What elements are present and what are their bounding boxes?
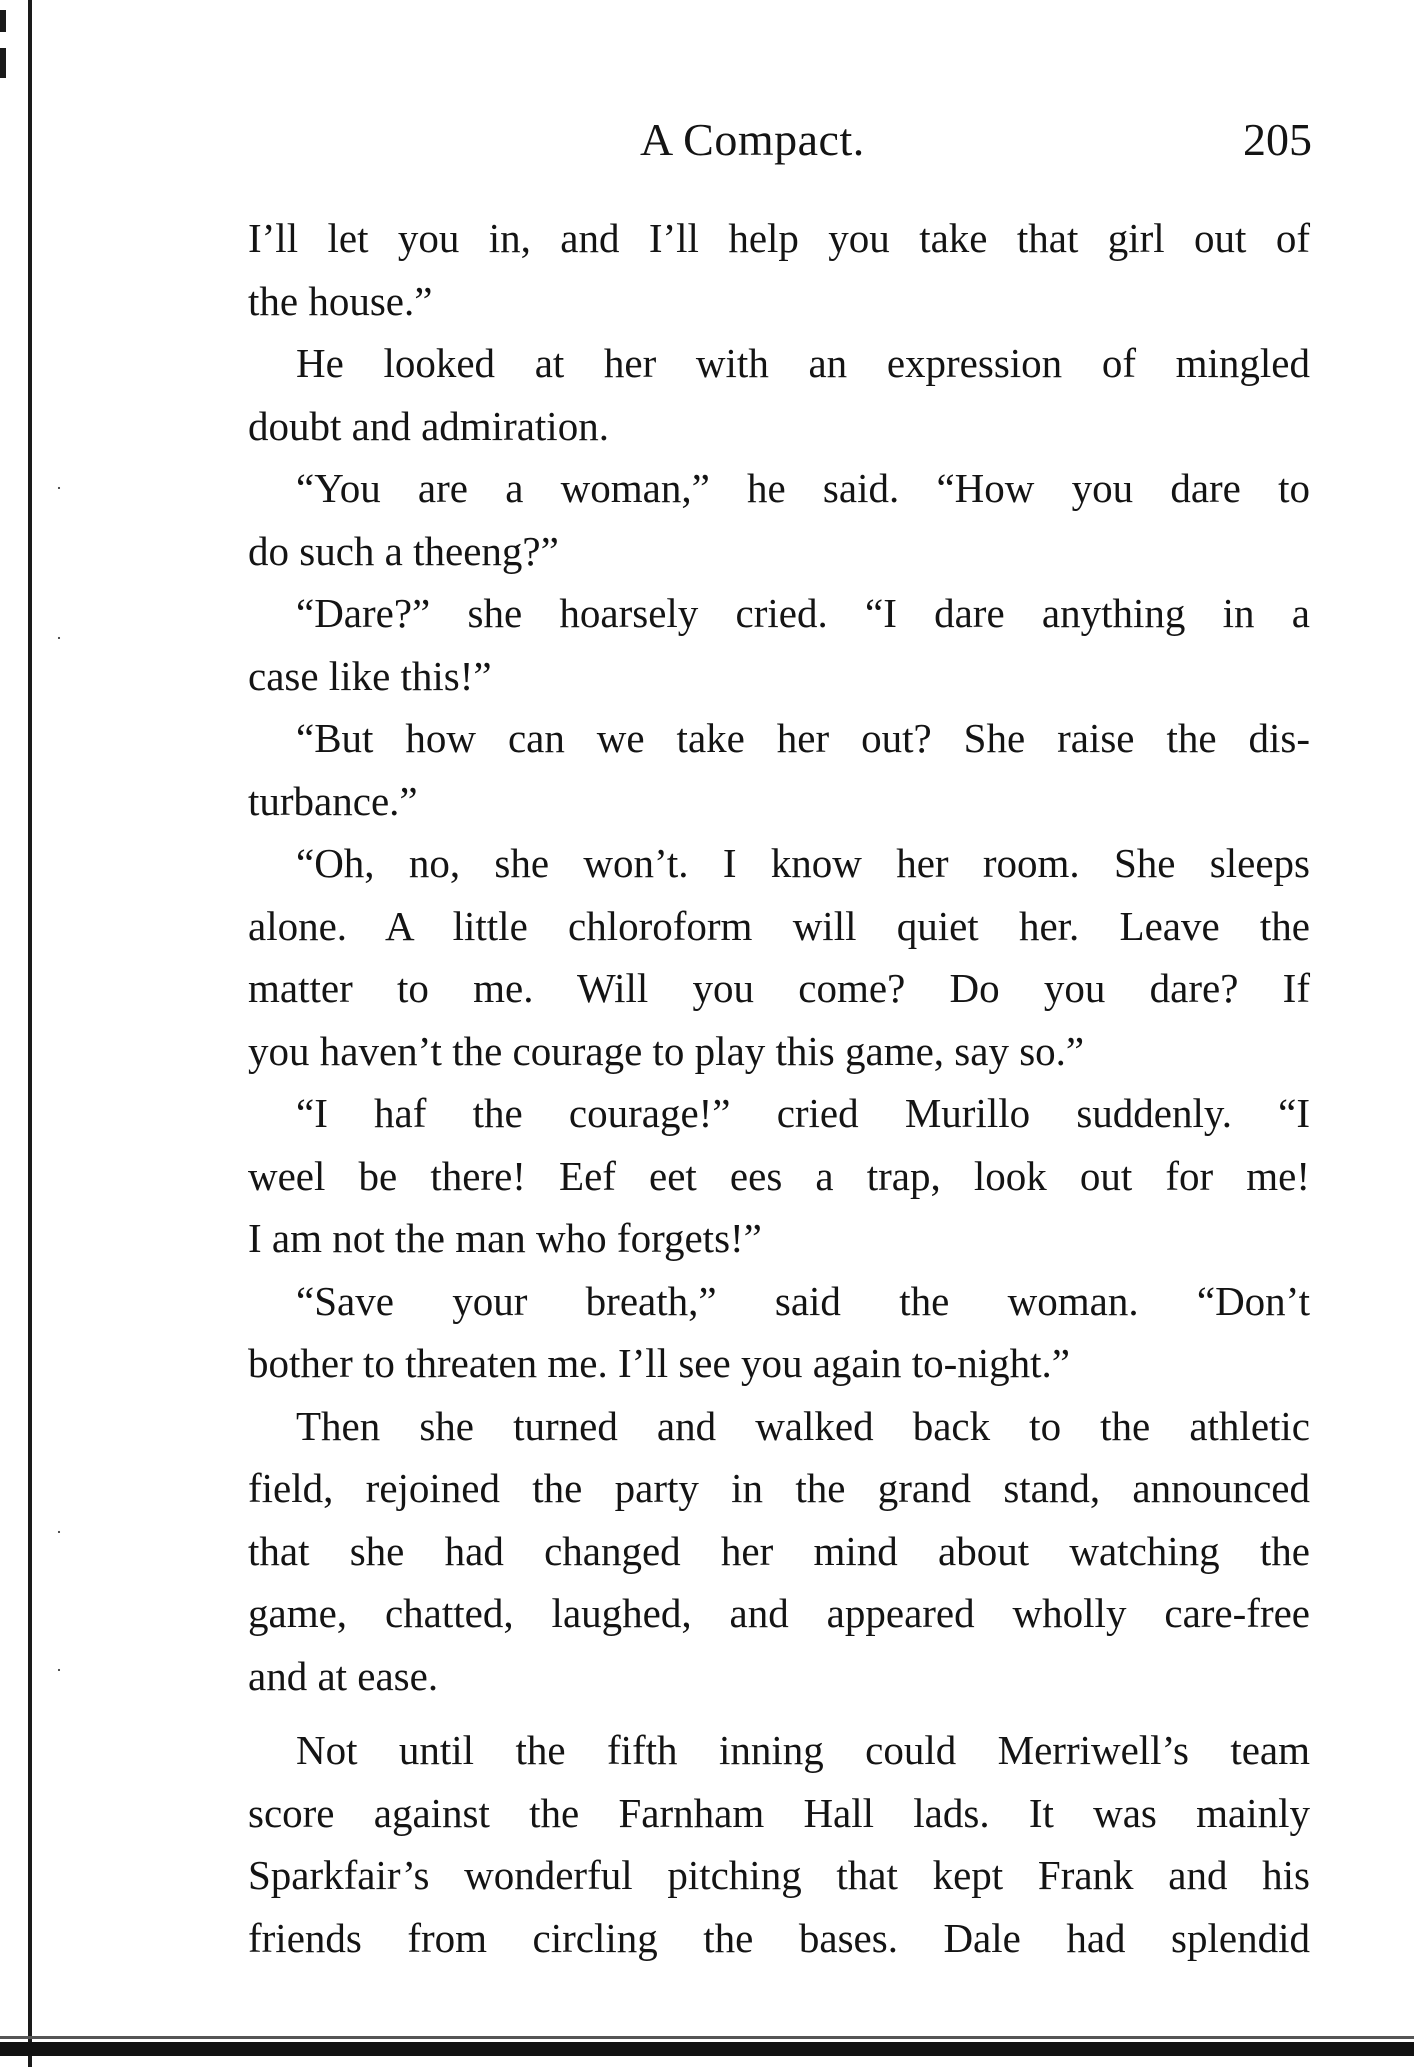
text-line: “Save your breath,” said the woman. “Don’t — [296, 1277, 1310, 1324]
text-line: you haven’t the courage to play this game, say so.” — [248, 1027, 1085, 1074]
text-line: alone. A little chloroform will quiet her. Leave the — [248, 902, 1310, 949]
section-break — [248, 1707, 1310, 1719]
margin-speck: · — [56, 1660, 62, 1680]
text-line: turbance.” — [248, 777, 418, 824]
page-left-edge-rule — [28, 0, 32, 2067]
text-line: the house.” — [248, 277, 433, 324]
margin-speck: · — [56, 628, 62, 648]
text-line: friends from circling the bases. Dale had splendid — [248, 1914, 1310, 1961]
margin-speck: · — [56, 478, 62, 498]
text-line: matter to me. Will you come? Do you dare? If — [248, 965, 1310, 1011]
text-line: score against the Farnham Hall lads. It was mainly — [248, 1789, 1310, 1836]
text-line: Then she turned and walked back to the athletic — [296, 1402, 1310, 1449]
margin-speck: · — [56, 1522, 62, 1542]
text-line: “You are a woman,” he said. “How you dare to — [296, 465, 1310, 511]
bottom-edge-rule — [0, 2042, 1414, 2056]
body-text — [248, 207, 1310, 1969]
text-line: case like this!” — [248, 652, 492, 699]
text-line: I am not the man who forgets!” — [248, 1215, 762, 1261]
page-number: 205 — [1243, 114, 1312, 165]
text-line: bother to threaten me. I’ll see you again to-night.” — [248, 1340, 1071, 1386]
text-line: I’ll let you in, and I’ll help you take that girl out of — [248, 215, 1310, 261]
text-line: “Oh, no, she won’t. I know her room. She sleeps — [296, 840, 1310, 886]
running-head — [240, 110, 1312, 170]
text-line: game, chatted, laughed, and appeared wholly care-free — [248, 1590, 1310, 1636]
bottom-edge-rule-shadow — [0, 2036, 1414, 2039]
text-line: field, rejoined the party in the grand stand, announced — [248, 1465, 1310, 1511]
text-line: Sparkfair’s wonderful pitching that kept Frank and his — [248, 1852, 1310, 1898]
text-line: “But how can we take her out? She raise the dis- — [296, 715, 1310, 761]
page-edge-mark — [0, 10, 6, 32]
text-line: He looked at her with an expression of mingled — [296, 340, 1310, 386]
text-line: doubt and admiration. — [248, 402, 609, 449]
text-line: “Dare?” she hoarsely cried. “I dare anything in a — [296, 590, 1310, 636]
text-line: Not until the fifth inning could Merriwell’s team — [296, 1727, 1310, 1773]
text-line: that she had changed her mind about watching the — [248, 1527, 1310, 1574]
page-edge-mark — [0, 48, 6, 78]
text-line: “I haf the courage!” cried Murillo suddenly. “I — [296, 1090, 1310, 1136]
page-title: A Compact. — [640, 114, 865, 165]
text-line: and at ease. — [248, 1652, 439, 1699]
text-line: do such a theeng?” — [248, 527, 559, 574]
text-line: weel be there! Eef eet ees a trap, look out for me! — [248, 1152, 1310, 1199]
